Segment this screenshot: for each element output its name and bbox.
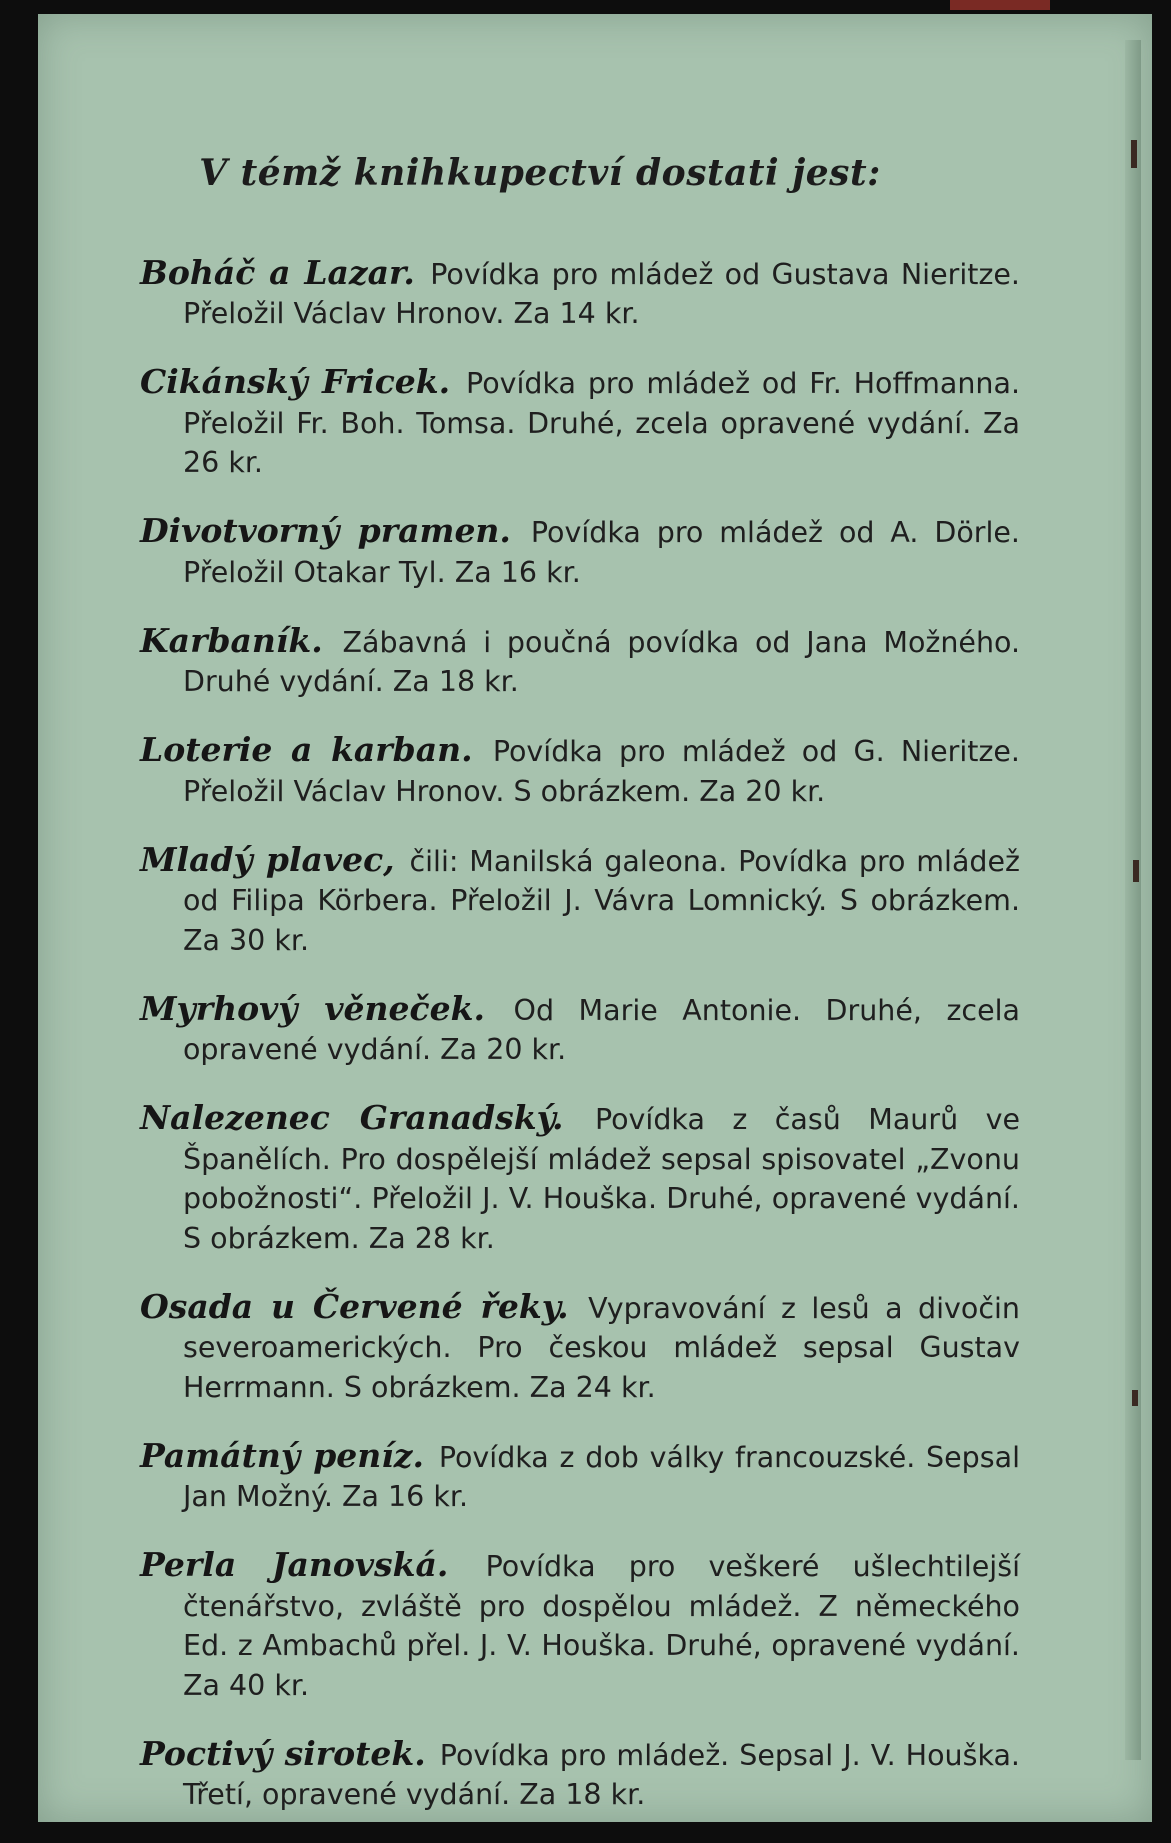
entry-title: Osada u Červené řeky. [140, 1286, 569, 1326]
catalog-entry [140, 253, 1020, 334]
catalog-entry [140, 989, 1020, 1070]
entry-title: Mladý plavec, [140, 839, 395, 879]
entry-description: Povídka pro mládež. Sepsal J. V. Houška. Třetí, opravené vydání. Za 18 kr. [183, 1738, 1020, 1811]
catalog-entry [140, 362, 1020, 483]
entry-title: Nalezenec Granadský. [140, 1098, 564, 1137]
entry-title: Cikánský Fricek. [140, 362, 451, 401]
entry-title: Památný peníz. [140, 1435, 425, 1475]
entry-description: Od Marie Antonie. Druhé, zcela opravené vydání. Za 20 kr. [183, 993, 1020, 1066]
catalog-entry [140, 730, 1020, 811]
edge-mark [1131, 140, 1137, 168]
entry-description: čili: Manilská galeona. Povídka pro mládež od Filipa Körbera. Přeložil J. Vávra Lomnický. S obrázkem. Za 30 kr. [183, 844, 1020, 957]
entry-description: Povídka pro mládež od Gustava Nieritze. Přeložil Václav Hronov. Za 14 kr. [183, 257, 1020, 330]
edge-mark [1132, 1390, 1138, 1406]
catalog-entry [140, 621, 1020, 702]
catalog-entry [140, 1287, 1020, 1408]
entry-description: Povídka pro mládež od A. Dörle. Přeložil Otakar Tyl. Za 16 kr. [183, 516, 1020, 589]
catalog-entry [140, 1098, 1020, 1258]
entry-description: Vypravování z lesů a divočin severoamerických. Pro českou mládež sepsal Gustav Herrmann. S obrázkem. Za 24 kr. [183, 1291, 1020, 1404]
catalog-entry [140, 1436, 1020, 1517]
entry-title: Perla Janovská. [140, 1545, 449, 1584]
entry-title: Myrhový věneček. [140, 988, 485, 1028]
entry-description: Povídka pro mládež od G. Nieritze. Přeložil Václav Hronov. S obrázkem. Za 20 kr. [183, 735, 1020, 808]
entry-title: Loterie a karban. [140, 730, 473, 769]
entry-title: Boháč a Lazar. [140, 252, 415, 292]
catalog-entry [140, 840, 1020, 961]
entry-description: Povídka pro mládež od Fr. Hoffmanna. Přeložil Fr. Boh. Tomsa. Druhé, zcela opravené vydání. Za 26 kr. [183, 367, 1020, 479]
entry-title: Karbaník. [140, 620, 323, 660]
catalog-entry [140, 511, 1020, 592]
frame-top-accent [950, 0, 1050, 10]
entry-description: Povídka pro veškeré ušlechtilejší čtenářstvo, zvláště pro dospělou mládež. Z německého Ed. z Ambachů přel. J. V. Houška. Druhé, opravené vydání. Za 40 kr. [183, 1550, 1020, 1702]
entry-description: Povídka z dob války francouzské. Sepsal Jan Možný. Za 16 kr. [183, 1440, 1021, 1513]
edge-mark [1133, 860, 1139, 882]
entry-description: Povídka z časů Maurů ve Španělích. Pro dospělejší mládež sepsal spisovatel „Zvonu pobožnosti“. Přeložil J. V. Houška. Druhé, opravené vydání. S obrázkem. Za 28 kr. [183, 1103, 1020, 1255]
page-edge [1125, 40, 1141, 1760]
catalog-list [140, 224, 1020, 1831]
entry-title: Divotvorný pramen. [140, 511, 511, 550]
catalog-entry [140, 1545, 1020, 1705]
catalog-entry [140, 1734, 1020, 1815]
entry-description: Zábavná i poučná povídka od Jana Možného. Druhé vydání. Za 18 kr. [183, 625, 1020, 698]
entry-title: Poctivý sirotek. [140, 1733, 426, 1773]
page-heading: V témž knihkupectví dostati jest: [199, 152, 881, 194]
